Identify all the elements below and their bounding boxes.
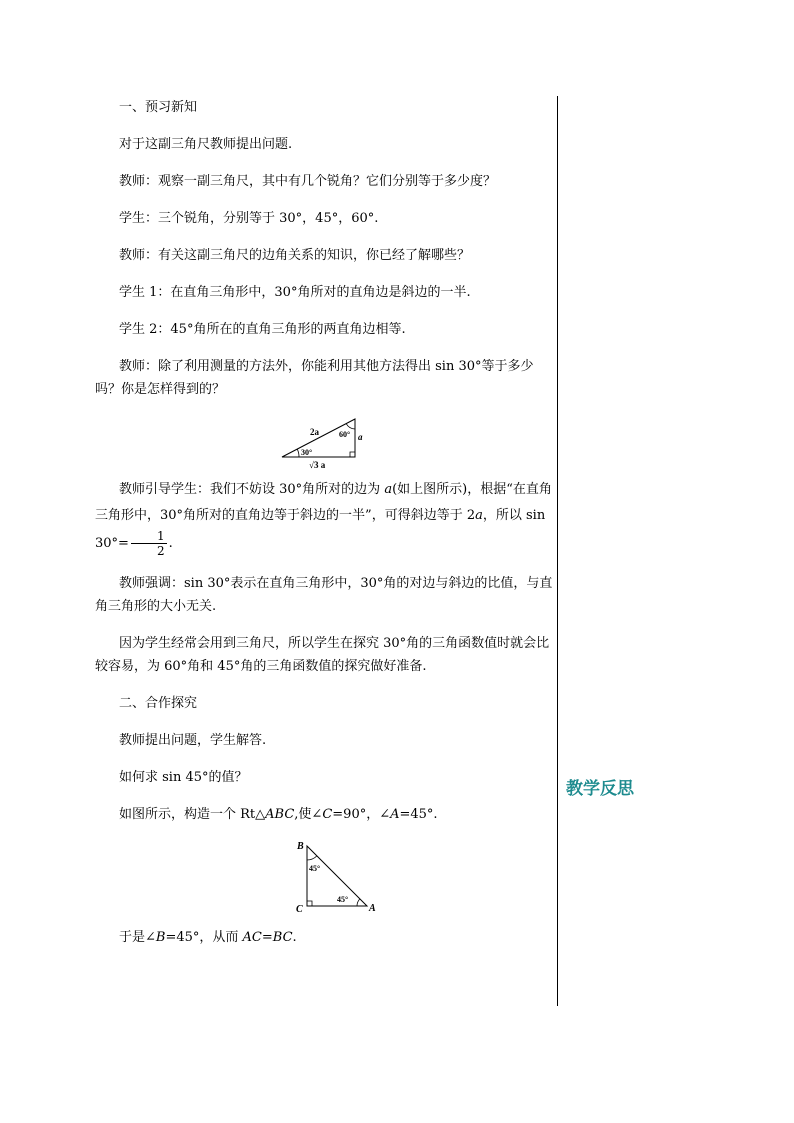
label-angle-30: 30° [301, 448, 313, 457]
paragraph: 学生：三个锐角，分别等于 30°，45°，60°. [119, 211, 379, 226]
paragraph: 如何求 sin 45°的值？ [119, 770, 248, 785]
lesson-content [95, 96, 555, 963]
vertex-C: C [296, 904, 303, 915]
paragraph: 教师：观察一副三角尺，其中有几个锐角？它们分别等于多少度？ [119, 174, 497, 189]
label-angle-60: 60° [339, 430, 351, 439]
label-side-a: a [358, 432, 363, 442]
label-angle-B: 45° [309, 864, 321, 873]
label-base: √3 a [309, 460, 326, 470]
paragraph: 对于这副三角尺教师提出问题. [119, 137, 293, 152]
fraction-one-half: $\frac{1}{2}$ [131, 529, 167, 558]
paragraph: 于是∠B=45°，从而 AC=BC. [119, 930, 297, 945]
paragraph: 因为学生经常会用到三角尺，所以学生在探究 30°角的三角函数值时就会比较容易，为 60°角和 45°角的三角函数值的探究做好准备. [95, 636, 550, 674]
paragraph: 学生 1：在直角三角形中，30°角所对的直角边是斜边的一半. [119, 285, 471, 300]
section-title-explore: 二、合作探究 [119, 696, 198, 711]
paragraph: 如图所示，构造一个 Rt△ABC,使∠C=90°，∠A=45°. [119, 807, 438, 822]
figure-30-60-triangle [95, 413, 555, 471]
sidebar-title-reflection: 教学反思 [566, 779, 634, 799]
paragraph: 教师提出问题，学生解答. [119, 733, 267, 748]
paragraph: 教师强调：sin 30°表示在直角三角形中，30°角的对边与斜边的比值，与直角三角形的大小无关. [95, 576, 553, 614]
paragraph: 教师引导学生：我们不妨设 30°角所对的边为 a(如上图所示)，根据“在直角三角形中，30°角所对的直角边等于斜边的一半”，可得斜边等于 2a，所以 sin 30°= $\frac{1}{2}$ . [95, 482, 552, 558]
vertex-A: A [369, 903, 376, 914]
paragraph: 学生 2：45°角所在的直角三角形的两直角边相等. [119, 322, 406, 337]
section-title-preview: 一、预习新知 [119, 100, 198, 115]
label-angle-A: 45° [337, 895, 349, 904]
vertex-B: B [297, 841, 304, 852]
figure-45-triangle [95, 838, 555, 918]
label-hypotenuse: 2a [310, 427, 319, 437]
paragraph: 教师：除了利用测量的方法外，你能利用其他方法得出 sin 30°等于多少吗？你是怎样得到的？ [95, 359, 534, 397]
column-divider [557, 96, 558, 1006]
paragraph: 教师：有关这副三角尺的边角关系的知识，你已经了解哪些？ [119, 248, 471, 263]
